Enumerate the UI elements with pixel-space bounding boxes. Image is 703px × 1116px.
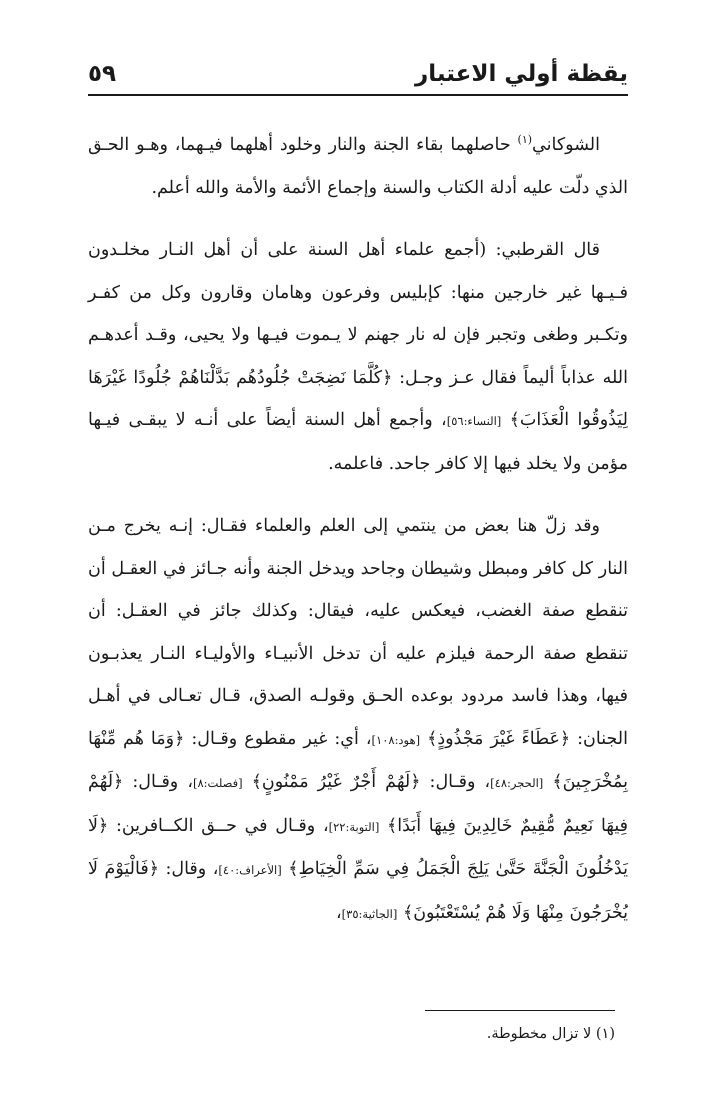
footnote: (١) لا تزال مخطوطة. — [486, 1026, 615, 1042]
main-text — [88, 124, 628, 935]
paragraph-3 — [88, 505, 628, 935]
page-header — [88, 58, 628, 94]
verse-reference: [فصلت:٨] — [192, 776, 243, 790]
paragraph-3-text-g: ، — [336, 902, 342, 923]
quran-verse: ﴿لَهُمْ أَجْرٌ غَيْرُ مَمْنُونٍ﴾ — [251, 772, 421, 792]
footnote-rule — [425, 1010, 615, 1011]
footnote-marker: (١) — [517, 133, 533, 147]
verse-reference: [هود:١٠٨] — [371, 732, 421, 747]
quran-verse: ﴿وَمَا هُم مِّنْهَا بِمُخْرَجِينَ﴾ — [88, 728, 628, 792]
paragraph-3-text-e: ، وقـال في حــق الكــافرين: — [108, 815, 329, 836]
page-number: ٥٩ — [88, 61, 117, 87]
verse-reference: [الجاثية:٣٥] — [341, 906, 398, 921]
quran-verse: ﴿فَالْيَوْمَ لَا يُخْرَجُونَ مِنْهَا وَلَا هُمْ يُسْتَعْتَبُونَ﴾ — [88, 859, 628, 923]
verse-reference: [الأعراف:٤٠] — [218, 863, 282, 877]
paragraph-3-text-b: ، أي: غير مقطوع وقـال: — [184, 728, 372, 749]
paragraph-2-text-a: قال القرطبي: (أجمع علماء أهل السنة على أن أهل النـار مخلـدون فـيـها غير خارجين منها: كإبليس وفرعون وهامان وقارون وكل من كفـر وتكـبر وطغى وتجبر فإن له نار جهنم لا يـموت فيـها ولا يحيى، وقـد أعدهـم الله عذاباً أليماً فقال عـز وجـل: — [88, 240, 628, 388]
paragraph-2 — [88, 229, 628, 485]
paragraph-3-text-c: ، وقـال: — [420, 772, 491, 792]
quran-verse: ﴿عَطَاءً غَيْرَ مَجْذُوذٍ﴾ — [427, 728, 571, 749]
paragraph-1-text-b: حاصلهما بقاء الجنة والنار وخلود أهلهما فيـهما، وهـو الحـق الذي دلّت عليه أدلة الكتاب والسنة وإجماع الأئمة والأمة والله أعلم. — [88, 135, 628, 198]
paragraph-3-text-f: ، وقال: — [158, 859, 219, 879]
header-rule — [88, 94, 628, 96]
paragraph-3-text-d: ، وقـال: — [123, 772, 193, 792]
verse-reference: [الحجر:٤٨] — [490, 776, 544, 790]
paragraph-1 — [88, 124, 628, 209]
paragraph-3-text-a: وقد زلّ هنا بعض من ينتمي إلى العلم والعلماء فقـال: إنـه يخرج مـن النار كل كافر ومبطل وشيطان وجاحد ويدخل الجنة وأنه جـائز في العقـل أن تنقطع صفة الغضب، فيعكس عليه، فيقال: وكذلك جائز في العقـل: أن تنقطع صفة الرحمة فيلزم عليه أن تدخل الأنبيـاء والأوليـاء النـار يعذبـون فيها، وهذا فاسد مردود بوعده الحـق وقولـه الصدق، قـال تعـالى في أهـل الجنان: — [88, 516, 628, 749]
paragraph-2-text-b: ، وأجمع أهل السنة أيضاً على أنـه لا يبقـى فيـها مؤمن ولا يخلد فيها إلا كافر جاحد. فاعلمه. — [88, 410, 628, 474]
quran-verse: ﴿لَهُمْ فِيهَا نَعِيمٌ مُّقِيمٌ خَالِدِينَ فِيهَا أَبَدًا﴾ — [88, 772, 628, 836]
verse-reference: [التوبة:٢٢] — [328, 819, 380, 834]
paragraph-1-text-a: الشوكاني — [532, 135, 600, 155]
verse-reference: [النساء:٥٦] — [446, 414, 502, 428]
running-title: يقظة أولي الاعتبار — [414, 61, 628, 87]
quran-verse: ﴿كُلَّمَا نَضِجَتْ جُلُودُهُم بَدَّلْنَاهُمْ جُلُودًا غَيْرَهَا لِيَذُوقُوا الْعَذَابَ﴾ — [88, 367, 628, 430]
quran-verse: ﴿لَا يَدْخُلُونَ الْجَنَّةَ حَتَّىٰ يَلِجَ الْجَمَلُ فِي سَمِّ الْخِيَاطِ﴾ — [88, 815, 628, 879]
